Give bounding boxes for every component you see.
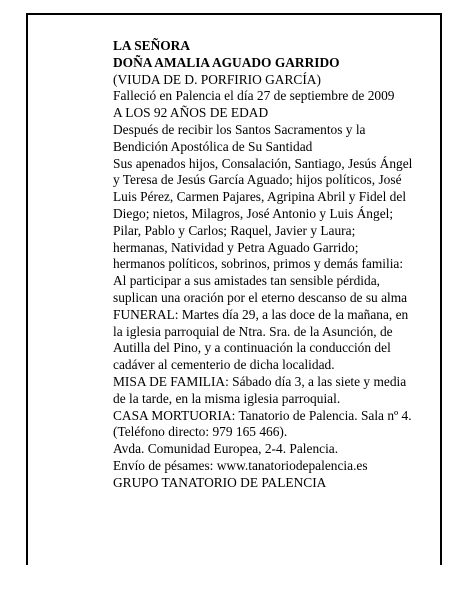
age-line: A LOS 92 AÑOS DE EDAD — [113, 105, 269, 121]
funeral-paragraph: FUNERAL: Martes día 29, a las doce de la mañana, en la iglesia parroquial de Ntra. Sra. de la Asunción, de Autilla del Pino, y a continuación la conducción del cadáver al cementerio de dicha localidad. — [113, 306, 409, 373]
obituary-notice — [113, 38, 413, 492]
widow-of-line: (VIUDA DE D. PORFIRIO GARCÍA) — [113, 71, 321, 87]
death-date-line: Falleció en Palencia el día 27 de septiembre de 2009 — [113, 88, 395, 104]
family-mass-paragraph: MISA DE FAMILIA: Sábado día 3, a las siete y media de la tarde, en la misma iglesia parroquial. — [113, 373, 407, 406]
sacraments-paragraph: Después de recibir los Santos Sacramentos y la Bendición Apostólica de Su Santidad — [113, 121, 366, 154]
condolences-line: Envío de pésames: www.tanatoriodepalencia.es — [113, 457, 368, 473]
deceased-name: DOÑA AMALIA AGUADO GARRIDO — [113, 54, 340, 70]
family-paragraph: Sus apenados hijos, Consalación, Santiago, Jesús Ángel y Teresa de Jesús García Aguado; hijos políticos, José Luis Pérez, Carmen Pajares, Agripina Abril y Fidel del Diego; nietos, Milagros, José Antonio y Luis Ángel; Pilar, Pablo y Carlos; Raquel, Javier y Laura; hermanas, Natividad y Petra Aguado Garrido; hermanos políticos, sobrinos, primos y demás familia: — [113, 155, 413, 272]
address-line: Avda. Comunidad Europea, 2-4. Palencia. — [113, 441, 339, 457]
prayer-request-paragraph: Al participar a sus amistades tan sensible pérdida, suplican una oración por el eterno descanso de su alma — [113, 273, 408, 305]
group-name-line: GRUPO TANATORIO DE PALENCIA — [113, 474, 327, 490]
notice-heading-title: LA SEÑORA — [113, 38, 191, 53]
funeral-home-paragraph: CASA MORTUORIA: Tanatorio de Palencia. Sala nº 4. (Teléfono directo: 979 165 466). — [113, 407, 412, 440]
